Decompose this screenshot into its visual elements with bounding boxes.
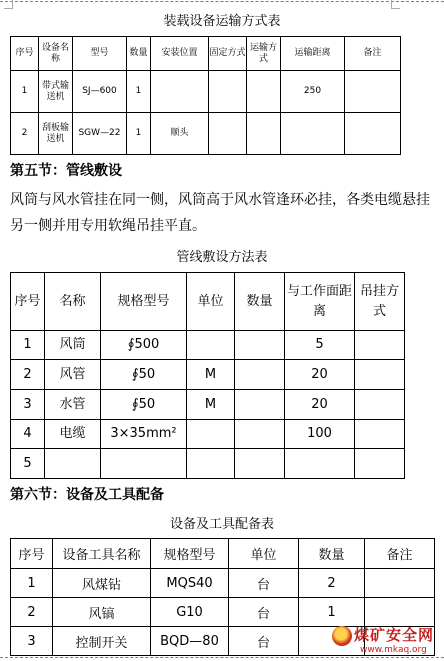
section5-heading: 第五节：管线敷设 [10, 163, 122, 179]
table-cell [345, 71, 401, 113]
table-cell [45, 449, 101, 479]
table-cell [247, 113, 281, 155]
table-cell: 风筒 [45, 331, 101, 360]
table-cell: 2 [299, 569, 365, 598]
table-header-row [11, 539, 435, 569]
header-cell: 与工作面距离 [285, 273, 355, 331]
section5-paragraph: 风筒与风水管挂在同一侧，风筒高于风水管逢环必挂，各类电缆悬挂另一侧并用专用软绳吊挂平直。 [10, 192, 430, 234]
table-cell: 台 [229, 627, 299, 656]
header-cell: 吊挂方式 [355, 273, 405, 331]
header-cell: 固定方式 [209, 37, 247, 71]
table-cell [187, 420, 235, 449]
table-cell: SGW—22 [73, 113, 127, 155]
table-cell: SJ—600 [73, 71, 127, 113]
table-cell: M [187, 390, 235, 420]
table-cell: 100 [285, 420, 355, 449]
table-cell [209, 113, 247, 155]
watermark-url: www.mkaq.org [360, 645, 427, 655]
table-cell: 顺头 [151, 113, 209, 155]
table-cell [281, 113, 345, 155]
header-cell: 名称 [45, 273, 101, 331]
table-cell: 250 [281, 71, 345, 113]
table-cell: 3 [11, 390, 45, 420]
table-cell: 水管 [45, 390, 101, 420]
table1-title: 装载设备运输方式表 [163, 14, 281, 29]
header-cell: 数量 [299, 539, 365, 569]
table-cell: 4 [11, 420, 45, 449]
header-cell: 规格型号 [101, 273, 187, 331]
header-cell: 备注 [345, 37, 401, 71]
table-row [11, 420, 405, 449]
table-cell [101, 449, 187, 479]
pipeline-laying-table [10, 272, 405, 479]
table-row [11, 569, 435, 598]
watermark-text: 煤矿安全网 [354, 626, 435, 644]
table-cell [355, 331, 405, 360]
table-header-row [11, 37, 401, 71]
table-cell [247, 71, 281, 113]
table-cell: 风煤钻 [53, 569, 151, 598]
section6-heading: 第六节：设备及工具配备 [10, 487, 164, 503]
site-watermark [332, 624, 444, 658]
table-row [11, 449, 405, 479]
table-cell: M [187, 360, 235, 390]
table-cell [235, 360, 285, 390]
header-cell: 运输方式 [247, 37, 281, 71]
table-cell: 20 [285, 360, 355, 390]
table-cell [235, 449, 285, 479]
page-corner-mark-left [4, 0, 13, 9]
table-cell: 带式输送机 [39, 71, 73, 113]
table2-title: 管线敷设方法表 [176, 250, 268, 265]
table-cell: 1 [299, 598, 365, 627]
table-cell: ∮50 [101, 390, 187, 420]
page-corner-mark-right [391, 0, 400, 9]
table3-title: 设备及工具配备表 [169, 517, 274, 532]
table-row [11, 360, 405, 390]
table-cell: 2 [11, 360, 45, 390]
table-cell: G10 [151, 598, 229, 627]
table-cell [235, 420, 285, 449]
header-cell: 安装位置 [151, 37, 209, 71]
header-cell: 序号 [11, 273, 45, 331]
table-cell [187, 449, 235, 479]
header-cell: 型号 [73, 37, 127, 71]
table-cell [365, 569, 435, 598]
table-cell: 20 [285, 390, 355, 420]
page-top-border [0, 1, 444, 3]
table-cell: BQD—80 [151, 627, 229, 656]
table-row [11, 113, 401, 155]
table-cell [285, 449, 355, 479]
table-cell: 3 [11, 627, 53, 656]
table-cell [365, 598, 435, 627]
table-cell: 电缆 [45, 420, 101, 449]
table-cell: 台 [229, 598, 299, 627]
equipment-transport-table [10, 36, 401, 155]
table-cell: 3×35mm² [101, 420, 187, 449]
table-cell [209, 71, 247, 113]
table-cell [345, 113, 401, 155]
table-cell [355, 390, 405, 420]
table-cell: 1 [127, 113, 151, 155]
header-cell: 单位 [229, 539, 299, 569]
table-cell: 1 [11, 331, 45, 360]
table-cell [355, 420, 405, 449]
table-cell: 5 [285, 331, 355, 360]
table-cell: 台 [229, 569, 299, 598]
header-cell: 数量 [235, 273, 285, 331]
table-cell: 风管 [45, 360, 101, 390]
table-cell: ∮50 [101, 360, 187, 390]
table-cell [235, 331, 285, 360]
header-cell: 设备工具名称 [53, 539, 151, 569]
table-cell [151, 71, 209, 113]
table-row [11, 71, 401, 113]
table-header-row [11, 273, 405, 331]
header-cell: 设备名称 [39, 37, 73, 71]
table-cell: 1 [127, 71, 151, 113]
table-cell: 2 [11, 113, 39, 155]
table-cell: 风镐 [53, 598, 151, 627]
table-cell: 1 [11, 569, 53, 598]
table-cell: MQS40 [151, 569, 229, 598]
header-cell: 运输距离 [281, 37, 345, 71]
header-cell: 序号 [11, 539, 53, 569]
table-cell: ∮500 [101, 331, 187, 360]
table-cell [355, 449, 405, 479]
table-cell: 1 [11, 71, 39, 113]
header-cell: 规格型号 [151, 539, 229, 569]
table-row [11, 598, 435, 627]
table-row [11, 390, 405, 420]
watermark-logo-icon [332, 626, 352, 646]
header-cell: 备注 [365, 539, 435, 569]
table-cell [187, 331, 235, 360]
header-cell: 单位 [187, 273, 235, 331]
table-cell: 2 [11, 598, 53, 627]
table-cell: 刮板输送机 [39, 113, 73, 155]
table-row [11, 331, 405, 360]
table-cell: 5 [11, 449, 45, 479]
table-cell [235, 390, 285, 420]
header-cell: 数量 [127, 37, 151, 71]
table-cell [355, 360, 405, 390]
table-cell: 控制开关 [53, 627, 151, 656]
header-cell: 序号 [11, 37, 39, 71]
